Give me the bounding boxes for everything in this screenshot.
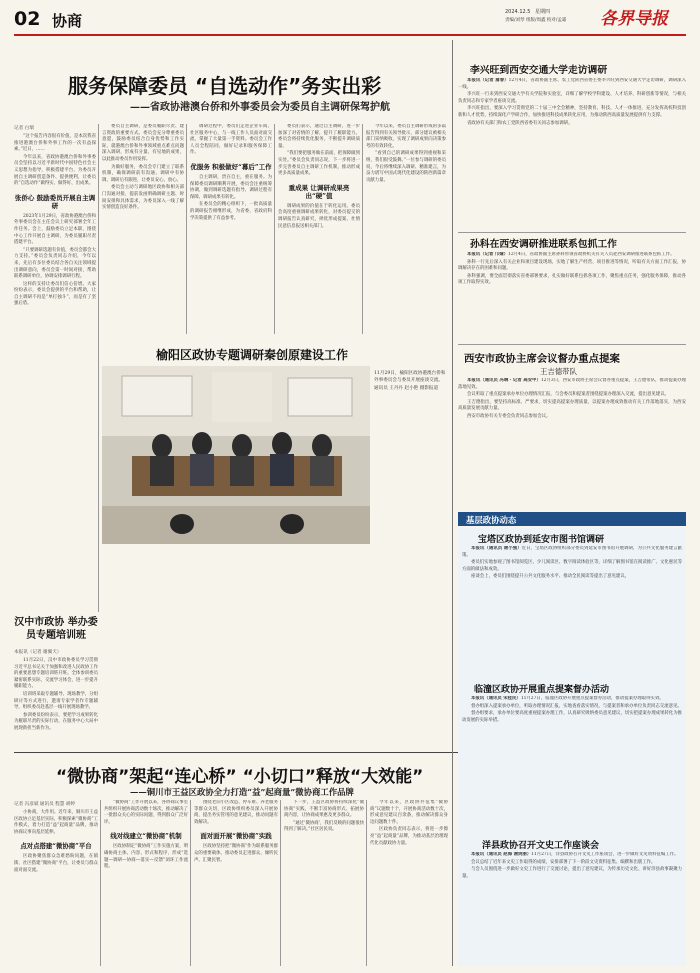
column-rule [280, 800, 281, 966]
grass-item-2-title: 临潼区政协开展重点提案督办活动 [474, 685, 610, 695]
right-article-1-byline: 本报讯（记者 蒲春） [467, 78, 509, 83]
main-byline: 记者 白瑞 [14, 126, 34, 131]
main-subhead-3: 重成果 让调研成果亮出“硬”值 [288, 183, 350, 200]
photo-caption: 11月29日，榆阳区政协港澳台侨和外事委员会与委员开展座谈交流。 通讯员 王丹丹 赵小艳 摄影报道 [374, 371, 446, 391]
right-divider [458, 232, 686, 233]
bottom-col-4: 下一步，王益区政协将持续深化“微协商”实践，不断丰富协商形式、拓展协商内容，让协商成果惠及更多群众。 “通过‘微协商’，我们反映的问题很快得到了解决。”社区居民说。 [284, 800, 364, 833]
hanzhong-body: 本报讯（记者 谢翼天） 11月22日，汉中市政协委员学习贯彻习近平总书记关于加强和改进人民政协工作的重要思想专题培训班开班。全体参训委员紧密联系实际，交流学习体会，进一步提升履职能力。 培训班采取专题辅导、现场教学、分组研讨等方式进行，邀请专家学者作专题辅导，组织委员赴基层一线开展现场教学。 参训委员纷纷表示，要把学习成果转化为履职尽责的实际行动，在服务中心大局中展现新担当新作为。 [14, 650, 98, 731]
column-rule [190, 800, 191, 966]
right-article-3-title: 西安市政协主席会议督办重点提案 [464, 353, 620, 365]
date-line [505, 8, 550, 15]
right-article-2-body: 本报讯（记者 邝婧）12月4日，省政协副主席孙科带领省政协机关有关人员赴西安调研推进联系包抓工作。 孙科一行先后深入有关企业和项目建设现场，实地了解生产经营、项目推进等情况，听取有关方面工作汇报，协调解决存在的困难和问题。 孙科强调，要全面贯彻落实省委部署要求，扎实做好联系包抓各项工作，聚焦重点任务，强化服务保障，推动各项工作取得实效。 [458, 252, 686, 286]
page-number: 02 [14, 8, 41, 30]
bottom-subhead-3: 面对面开展“微协商”实践 [200, 832, 272, 841]
date: 2024.12.5 [505, 9, 531, 15]
section-name: 协商 [52, 12, 83, 30]
right-article-3-byline: 本报讯（通讯员 冯琳 · 记者 高安甲） [467, 378, 541, 383]
main-col-2: 委员自主调研，是委员履职尽责、建言资政的重要方式。委员会充分尊重委员意愿，鼓励委员结合自身优势和工作实际，就港澳台侨和外事领域重点难点问题深入调研，形成有分量、有见地的成果，以此推动委员作用发挥。 为做好服务，委员会专门建立了联系机制，确保调研前有沟通、调研中有协调、调研后有跟进，让委员安心、放心。 委员会主动与调研地区政协和相关部门沟通对接，提前发函明确调研主题、时间安排和具体需求，为委员深入一线了解实情创造良好条件。 [102, 124, 184, 211]
grass-item-3-title: 洋县政协召开文史工作座谈会 [482, 841, 600, 851]
right-article-2-byline: 本报讯（记者 邝婧） [467, 252, 509, 257]
grass-item-2-body: 本报讯（通讯员 宋桂民）11月27日，临潼区政协开展重点提案督办活动，推动提案办理取得实效。 督办组深入提案承办单位，听取办理情况汇报，实地查看落实情况，与提案者和承办单位负责同志交流意见。 督办组要求，承办单位要高度重视提案办理工作，认真研究吸纳委员意见建议，切实把提案办理成果转化为推动发展的实际举措。 [462, 696, 682, 723]
main-subhead-2: 优服务 积极做好“幕后”工作 [190, 162, 272, 171]
weekday: 星期四 [535, 9, 551, 15]
grass-item-1-body: 本报讯（通讯员 谢小强）近日，宝塔区政协组织部分委员到延安市图书馆开展调研，为公共文化服务建言献策。 委员们实地参观了图书馆阅览区、少儿阅读区、数字阅读体验区等，详细了解图书馆在阅读推广、文化惠民等方面的做法和成效。 座谈会上，委员们围绕提升公共文化服务水平、推动全民阅读等提出了意见建议。 [462, 546, 682, 580]
right-article-2-text: 12月4日，省政协副主席孙科带领省政协机关有关人员赴西安调研推进联系包抓工作。 [508, 252, 675, 257]
right-article-3-text: 12月3日，西安市政协主席会议督办重点提案，王吉德带队，推动提案办理落地见效。 [458, 378, 686, 390]
bottom-subhead-1: 点对点搭建“微协商”平台 [20, 842, 92, 851]
right-article-1-body: 本报讯（记者 蒲春）12月4日，省政协副主席、农工党陕西省委主委李兴旺到西安交通大学走访调研，调研深入一线。 李兴旺一行来到西安交通大学有关学院和实验室，详细了解学校学科建设、人才培养、科研创新等情况，与相关负责同志和专家学者座谈交流。 李兴旺指出，要深入学习贯彻党的二十届三中全会精神，坚持教育、科技、人才一体推进，充分发挥高校科技创新和人才优势，持续深化产学研合作，加快推进科技成果转化应用，为推动陕西高质量发展提供有力支撑。 省政协有关部门和农工党陕西省委有关同志参加调研。 [458, 78, 686, 126]
main-paragraph: “这个报告内容很有价值，是本次我省推进港澳台侨和外事工作的一次有益探索。”近日，…… [14, 134, 96, 153]
hanzhong-title-text: 汉中市政协 举办委员专题培训班 [14, 617, 98, 641]
main-paragraph: 今年以来，省政协港澳台侨和外事委员会坚持以习近平新时代中国特色社会主义思想为指导，积极搭建平台，为委员开展自主调研创造条件、提供便利，让委员的“自选动作”做得实、做得好、出成果。 [14, 154, 96, 187]
right-article-3-body: 本报讯（通讯员 冯琳 · 记者 高安甲）12月3日，西安市政协主席会议督办重点提案，王吉德带队，推动提案办理落地见效。 会议听取了重点提案承办单位办理情况汇报，与会委员和提案者围绕提案办理深入交流，提出意见建议。 王吉德指出，要坚持高标准、严要求，切实提高提案办理质量，以提案办理成效推动有关工作落地落实，为西安高质量发展贡献力量。 西安市政协有关专委会负责同志参加会议。 [458, 378, 686, 419]
masthead [0, 0, 700, 44]
editor-line: 责编/刘琴 组版/周鑫 校对/孟霜 [505, 18, 567, 23]
main-col-5: 今年以来，委员自主调研形成的多篇报告得到有关领导批示，部分建议被相关部门采纳吸收，实现了调研成果向决策参考的有效转化。 “看到自己的调研成果得到重视和采纳，我们很受鼓舞。”一位参与调研的委员说，今后将继续深入调研、精准建言，为奋力谱写中国式现代化建设的陕西新篇章贡献力量。 [366, 124, 446, 183]
bottom-col-5: 今年以来，区政协共征集“微协商”议题数十个，开展协商活动数十次，形成意见建议百余条，推动解决群众身边问题数十件。 区政协负责同志表示，将进一步擦亮“益”起商量”品牌，为推动基层治理现代化贡献政协力量。 [370, 800, 448, 846]
column-rule [186, 124, 187, 334]
grassroots-header: 基层政协动态 [466, 515, 517, 525]
main-col-4: 委员们表示，通过自主调研，进一步加深了对省情的了解，提升了履职能力。委员会将持续优化服务，不断提升调研质量。 “我们要把服务做在前面，把保障做到实处。”委员会负责同志说，下一步将进一步完善委员自主调研工作机制，推动形成更多高质量成果。 重成果 让调研成果亮出“硬”值 调研成果的价值在于转化运用。委员会高度重视调研成果转化，对委员提交的调研报告认真研究，择优形成提案、社情民意信息报送相关部门。 [278, 124, 360, 229]
masthead-rule [14, 34, 686, 36]
main-headline: 服务保障委员 “自选动作”务实出彩 [68, 74, 382, 98]
main-col-3: 调研过程中，委员们走进企业车间、社区服务中心，与一线工作人员面对面交流，掌握了大量第一手资料。委员会工作人员全程陪同，做好记录和服务保障工作。 优服务 积极做好“幕后”工作 自主调研，贵在自主，重在服务。为保障委员调研顺利开展，委员会注重统筹协调，做到调研选题有指导、调研过程有保障、调研成果有转化。 在委员会的精心组织下，一批高质量的调研报告相继形成，为省委、省政府科学决策提供了有益参考。 [190, 124, 272, 221]
grass-item-3-byline: 本报讯（通讯员 赵海 谢剑丽） [471, 852, 532, 857]
hanzhong-text: 11月22日，汉中市政协委员学习贯彻习近平总书记关于加强和改进人民政协工作的重要思想专题培训班开班。全体参训委员紧密联系实际，交流学习体会，进一步提升履职能力。 [14, 658, 98, 690]
grass-item-3-text: 11月27日，洋县政协召开文史工作座谈会，进一步做好文史资料征编工作。 [531, 852, 679, 857]
paper-name-logo: 各界导报 [600, 9, 668, 29]
right-article-3-subtitle: 王吉德带队 [540, 367, 577, 376]
grass-item-1-byline: 本报讯（通讯员 谢小强） [471, 546, 522, 551]
grassroots-header-bar [458, 512, 686, 526]
right-divider [458, 344, 686, 345]
main-subhead-1: 张侨心 鼓励委员开展自主调研 [14, 193, 96, 210]
main-col-1: 记者 白瑞 “这个报告内容很有价值，是本次我省推进港澳台侨和外事工作的一次有益探索。”近日，…… 今年以来，省政协港澳台侨和外事委员会坚持以习近平新时代中国特色社会主义思想为指导，积极搭建平台，为委员开展自主调研创造条件、提供便利，让委员的“自选动作”做得实、做得好、出成果。 张侨心 鼓励委员开展自主调研 2023年1月29日，省政协港澳台侨和外事委员会在主任会议上研究部署全年工作任务。会上，鼓励委员立足本职，围绕中心工作开展自主调研，为委员履职尽责搭建平台。 “只要调研选题有价值，委员会都会大力支持。”委员会负责同志介绍，今年以来，先后有多位委员结合各自关注领域提出调研意向，委员会第一时间对接，帮助联系调研单位，协调安排调研行程。 这样的支持让委员们信心倍增。大家纷纷表示，委员会提供的平台和帮助，让自主调研不再是“单打独斗”，而是有了坚强后盾。 [14, 126, 96, 307]
column-rule [98, 124, 99, 612]
grass-item-1-title: 宝塔区政协到延安市图书馆调研 [478, 535, 605, 545]
photo-heading: 榆阳区政协专题调研秦创原建设工作 [156, 348, 349, 362]
right-column-rule [452, 40, 453, 966]
column-rule [362, 124, 363, 334]
meeting-photo [102, 366, 370, 544]
right-article-2-title: 孙科在西安调研推进联系包抓工作 [470, 239, 617, 250]
bottom-byline: 记者 冯彦斌 通讯员 程慧 胡婷 [14, 802, 75, 807]
bottom-headline: “微协商”架起“连心桥” “小切口”释放“大效能” [56, 767, 424, 787]
grass-item-2-byline: 本报讯（通讯员 宋桂民） [471, 696, 521, 701]
bottom-col-3: 围绕老旧小区改造、停车难、养老服务等群众关切，区政协组织委员深入开展协商，提出务实管用的意见建议，推动问题有效解决。 面对面开展“微协商”实践 区政协坚持把“微协商”作为联系服务群众的重要载体，推动委员走进群众、倾听民声、汇聚民智。 [194, 800, 278, 863]
grass-item-3-body: 本报讯（通讯员 赵海 谢剑丽）11月27日，洋县政协召开文史工作座谈会，进一步做好文史资料征编工作。 会议总结了近年来文史工作取得的成绩，安排部署了下一阶段文史资料征集、编撰和出版工作。 与会人员围绕进一步做好文史工作进行了交流讨论，提出了意见建议，为传承历史文化、讲好洋县故事凝聚力量。 [462, 852, 682, 879]
grass-item-2-text: 11月27日，临潼区政协开展重点提案督办活动，推动提案办理取得实效。 [520, 696, 664, 701]
grass-item-1-text: 近日，宝塔区政协组织部分委员到延安市图书馆开展调研，为公共文化服务建言献策。 [462, 546, 682, 558]
main-subheadline: ——省政协港澳台侨和外事委员会为委员自主调研保驾护航 [130, 102, 390, 113]
hanzhong-byline: 本报讯（记者 谢翼天） [14, 650, 62, 655]
bottom-subhead-2: 线对线建立“微协商”机制 [110, 832, 182, 841]
hanzhong-title [14, 616, 98, 642]
right-article-1-title: 李兴旺到西安交通大学走访调研 [470, 65, 608, 76]
meeting-photo-illustration [102, 366, 370, 544]
bottom-col-1: 记者 冯彦斌 通讯员 程慧 胡婷 小协商，大作用。近年来，铜川市王益区政协立足基层实际，积极探索“微协商”工作模式，着力打造“益”起商量”品牌，推动协商议事向基层延伸。 点对点搭建“微协商”平台 区政协聚焦群众急难愁盼问题，在镇街、社区搭建“微协商”平台，让委员与群众面对面交流。 [14, 802, 98, 873]
bottom-subheadline: ——铜川市王益区政协全力打造“益”起商量”微协商工作品牌 [130, 787, 354, 797]
column-rule [366, 800, 367, 966]
column-rule [274, 124, 275, 334]
bottom-col-2: “微协商”工作开展以来，各协商议事室共组织开展协商活动数十场次，推动解决了一批群众关心的实际问题，得到群众广泛好评。 线对线建立“微协商”机制 区政协制定“微协商”工作实施方案，明确协商主体、内容、形式和程序，形成“选题—调研—协商—落实—反馈”闭环工作流程。 [104, 800, 188, 870]
right-article-1-text: 12月4日，省政协副主席、农工党陕西省委主委李兴旺到西安交通大学走访调研，调研深入一线。 [458, 78, 686, 90]
column-rule [100, 800, 101, 966]
